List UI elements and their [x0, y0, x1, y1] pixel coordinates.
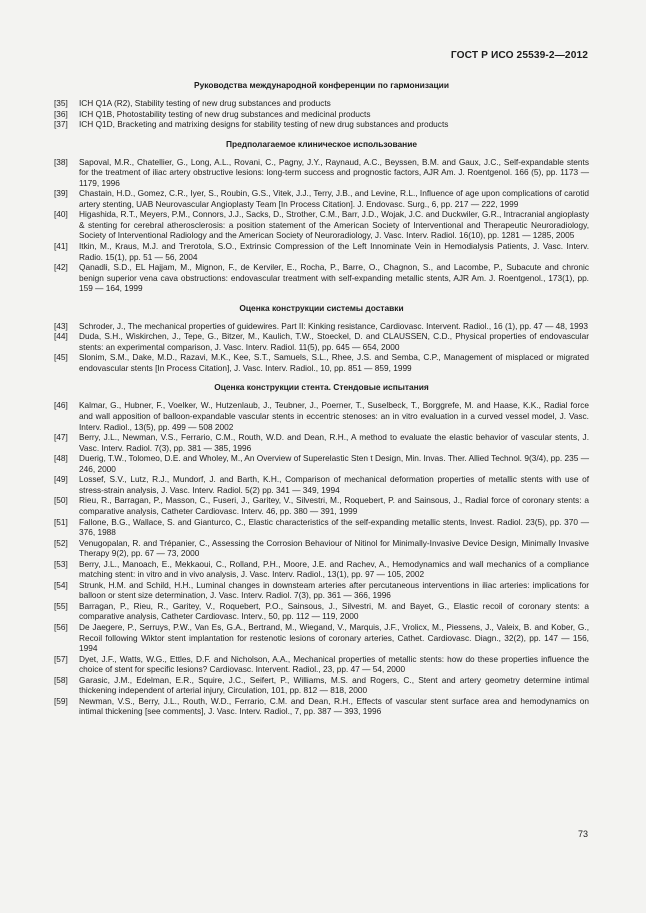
- reference-number: [47]: [54, 432, 68, 443]
- reference-text: De Jaegere, P., Serruys, P.W., Van Es, G.A., Bertrand, M., Wiegand, V., Marquis, J.F., Vrolicx, M., Piessens, J., Valeix, B. and Kober, G., Recoil following Wiktor stent implantation for restenotic lesions of coronary arteries, Cathet. Cardiovasc. Diagn., 32(2), pp. 147 — 156, 1994: [79, 621, 589, 654]
- reference-number: [59]: [54, 695, 68, 706]
- reference-number: [53]: [54, 558, 68, 569]
- reference-text: Strunk, H.M. and Schild, H.H., Luminal changes in downsteam arteries after percutaneous interventions in iliac arteries: implications for balloon or stent size determination, J. Vasc. Interv. Radiol. 7(3), pp. 361 — 366, 1996: [79, 579, 589, 601]
- reference-number: [44]: [54, 331, 68, 342]
- reference-text: Berry, J.L., Manoach, E., Mekkaoui, C., Rolland, P.H., Moore, J.E. and Rachev, A., Hemodynamics and wall mechanics of a compliance matching stent: in vitro and in vivo analysis, J. Vasc. Interv. Radiol., 13(1), pp. 97 — 105, 2002: [79, 558, 589, 580]
- reference-text: Lossef, S.V., Lutz, R.J., Mundorf, J. and Barth, K.H., Comparison of mechanical deformation properties of metallic stents with use of stress-strain analysis, J. Vasc. Interv. Radiol. 5(2) pp. 341 — 349, 1994: [79, 474, 589, 495]
- reference-item: [54, 157, 589, 189]
- reference-text: Schroder, J., The mechanical properties of guidewires. Part II: Kinking resistance, Cardiovasc. Intervent. Radiol., 16 (1), pp. 47 — 48, 1993: [79, 320, 588, 331]
- reference-item: [54, 622, 589, 654]
- reference-list: [54, 157, 589, 294]
- reference-text: Slonim, S.M., Dake, M.D., Razavi, M.K., Kee, S.T., Samuels, S.L., Rhee, J.S. and Semba, C.P., Management of misplaced or migrated endovascular stents [In Process Citation], J. Vasc. Interv. Radiol., 10, pp. 851 — 859, 1999: [79, 352, 589, 373]
- reference-number: [52]: [54, 537, 68, 548]
- reference-number: [45]: [54, 352, 68, 363]
- section-title: Оценка конструкции системы доставки: [239, 302, 404, 313]
- reference-item: [54, 654, 589, 675]
- section-title: Предполагаемое клиническое использование: [225, 138, 418, 149]
- reference-number: [48]: [54, 453, 68, 464]
- reference-item: [54, 696, 589, 717]
- reference-text: ICH Q1D, Bracketing and matrixing designs for stability testing of new drug substances and products: [79, 119, 449, 130]
- reference-number: [50]: [54, 495, 68, 506]
- reference-item: [54, 109, 589, 120]
- reference-list: [54, 98, 589, 130]
- reference-text: Fallone, B.G., Wallace, S. and Gianturco, C., Elastic characteristics of the self-expanding metallic stents, Invest. Radiol. 23(5), pp. 370 — 376, 1988: [79, 516, 589, 538]
- reference-item: [54, 321, 589, 332]
- section-title: Руководства международной конференции по гармонизации: [194, 80, 449, 90]
- reference-text: Sapoval, M.R., Chatellier, G., Long, A.L., Rovani, C., Pagny, J.Y., Raynaud, A.C., Beyssen, B.M. and Gaux, J.C., Self-expandable stents for the treatment of iliac artery obstructive lesions: long-term success and prognostic factors, AJR Am. J. Roentgenol. 166 (5), pp. 1173 — 1179, 1996: [79, 156, 589, 188]
- reference-number: [41]: [54, 241, 68, 252]
- reference-number: [43]: [54, 320, 68, 331]
- reference-text: Higashida, R.T., Meyers, P.M., Connors, J.J., Sacks, D., Strother, C.M., Barr, J.D., Wojak, J.C. and Duckwiler, G.R., Intracranial angioplasty & stenting for cerebral atherosclerosis: a position statement of the American Society of Interventional and Therapeutic Neuroradiology, Society of Interventional Radiology and the American Society of Neuroradiology, J. Vasc. Interv. Radiol. 16(10), pp. 1281 — 1285, 2005: [79, 209, 589, 241]
- reference-number: [40]: [54, 209, 68, 220]
- reference-number: [51]: [54, 516, 68, 527]
- reference-item: [54, 580, 589, 601]
- page-number: 73: [577, 829, 588, 839]
- reference-item: [54, 241, 589, 262]
- reference-text: Chastain, H.D., Gomez, C.R., Iyer, S., Roubin, G.S., Vitek, J.J., Terry, J.B., and Levine, R.L., Influence of age upon complications of carotid artery stenting, UAB Neurovascular Angioplasty Team [In Process Citation]. J. Endovasc. Surg., 6, pp. 217 — 222, 1999: [79, 188, 589, 209]
- reference-number: [37]: [54, 119, 68, 130]
- reference-number: [49]: [54, 474, 68, 485]
- reference-text: Qanadli, S.D., EL Hajjam, M., Mignon, F., de Kerviler, E., Rocha, P., Barre, O., Chagnon, S., and Lacombe, P., Subacute and chronic benign superior vena cava obstructions: endovascular treatment with self-expanding metallic stents, AJR Am. J. Roentgenol., 173(1), pp. 159 — 164, 1999: [79, 262, 589, 294]
- reference-number: [55]: [54, 600, 68, 611]
- reference-item: [54, 453, 589, 474]
- references-content: [54, 80, 589, 726]
- reference-item: [54, 188, 589, 209]
- reference-number: [35]: [54, 98, 68, 108]
- reference-item: [54, 538, 589, 559]
- reference-item: [54, 495, 589, 516]
- reference-text: Kalmar, G., Hubner, F., Voelker, W., Hutzenlaub, J., Teubner, J., Poerner, T., Suselbeck, T., Borggrefe, M. and Haase, K.K., Radial force and wall apposition of balloon-expandable vascular stents in eccentric stenoses: an in vitro evaluation in a curved vessel model, J. Vasc. Interv. Radiol., 13(5), pp. 499 — 508 2002: [79, 400, 589, 432]
- reference-number: [58]: [54, 674, 68, 685]
- reference-text: Rieu, R., Barragan, P., Masson, C., Fuseri, J., Garitey, V., Silvestri, M., Roquebert, P. and Sainsous, J., Radial force of coronary stents: a comparative analysis, Catheter Cardiovasc. Interv. 46, pp. 380 — 391, 1999: [79, 495, 589, 516]
- reference-text: ICH Q1A (R2), Stability testing of new drug substances and products: [79, 98, 331, 108]
- reference-item: [54, 209, 589, 241]
- reference-number: [57]: [54, 653, 68, 664]
- reference-item: [54, 517, 589, 538]
- reference-item: [54, 352, 589, 373]
- reference-item: [54, 119, 589, 130]
- section-title: Оценка конструкции стента. Стендовые испытания: [214, 382, 429, 393]
- reference-text: Duerig, T.W., Tolomeo, D.E. and Wholey, M., An Overview of Superelastic Sten t Design, Min. Invas. Ther. Allied Technol. 9(3/4), pp. 235 — 246, 2000: [79, 453, 589, 474]
- reference-text: Barragan, P., Rieu, R., Garitey, V., Roquebert, P.O., Sainsous, J., Silvestri, M. and Bayet, G., Elastic recoil of coronary stents: a comparative analysis, Catheter Cardiovasc. Interv., 50, pp. 112 — 119, 2000: [79, 600, 589, 622]
- reference-list: [54, 400, 589, 716]
- reference-text: Duda, S.H., Wiskirchen, J., Tepe, G., Bitzer, M., Kaulich, T.W., Stoeckel, D. and CLAUSSEN, C.D., Physical properties of endovascular stents: an experimental comparison, J. Vasc. Interv. Radiol. 11(5), pp. 645 — 654, 2000: [79, 331, 589, 352]
- reference-text: Newman, V.S., Berry, J.L., Routh, W.D., Ferrario, C.M. and Dean, R.H., Effects of vascular stent surface area and hemodynamics on intimal thickening [see comments], J. Vasc. Interv. Radiol., 7, pp. 387 — 393, 1996: [79, 695, 589, 717]
- reference-item: [54, 400, 589, 432]
- reference-number: [56]: [54, 621, 68, 632]
- reference-text: Venugopalan, R. and Trépanier, C., Assessing the Corrosion Behaviour of Nitinol for Minimally-Invasive Device Design, Minimally Invasive Therapy 9(2), pp. 67 — 73, 2000: [79, 537, 589, 559]
- reference-item: [54, 559, 589, 580]
- reference-item: [54, 601, 589, 622]
- reference-number: [46]: [54, 400, 68, 411]
- reference-number: [38]: [54, 156, 68, 167]
- reference-text: Berry, J.L., Newman, V.S., Ferrario, C.M., Routh, W.D. and Dean, R.H., A method to evaluate the elastic behavior of vascular stents, J. Vasc. Interv. Radiol. 7(3), pp. 381 — 385, 1996: [79, 432, 589, 453]
- reference-item: [54, 675, 589, 696]
- reference-item: [54, 474, 589, 495]
- reference-number: [54]: [54, 579, 68, 590]
- reference-text: Itkin, M., Kraus, M.J. and Trerotola, S.O., Extrinsic Compression of the Left Innominate Vein in Hemodialysis Patients, J. Vasc. Interv. Radio. 15(1), pp. 51 — 56, 2004: [79, 241, 589, 262]
- reference-number: [42]: [54, 262, 68, 273]
- reference-text: ICH Q1B, Photostability testing of new drug substances and medicinal products: [79, 108, 371, 119]
- reference-item: [54, 331, 589, 352]
- reference-number: [36]: [54, 108, 68, 119]
- reference-item: [54, 262, 589, 294]
- reference-item: [54, 432, 589, 453]
- document-header: ГОСТ Р ИСО 25539-2—2012: [450, 50, 588, 61]
- reference-number: [39]: [54, 188, 68, 199]
- reference-item: [54, 98, 589, 109]
- reference-text: Garasic, J.M., Edelman, E.R., Squire, J.C., Seifert, P., Williams, M.S. and Rogers, C., Stent and artery geometry determine intimal thickening independent of arterial injury, Circulation, 101, pp. 812 — 818, 2000: [79, 674, 589, 696]
- reference-list: [54, 321, 589, 374]
- reference-text: Dyet, J.F., Watts, W.G., Ettles, D.F. and Nicholson, A.A., Mechanical properties of metallic stents: how do these properties influence the choice of stent for specific lesions? Cardiovasc. Intervent. Radiol., 23, pp. 47 — 54, 2000: [79, 653, 589, 675]
